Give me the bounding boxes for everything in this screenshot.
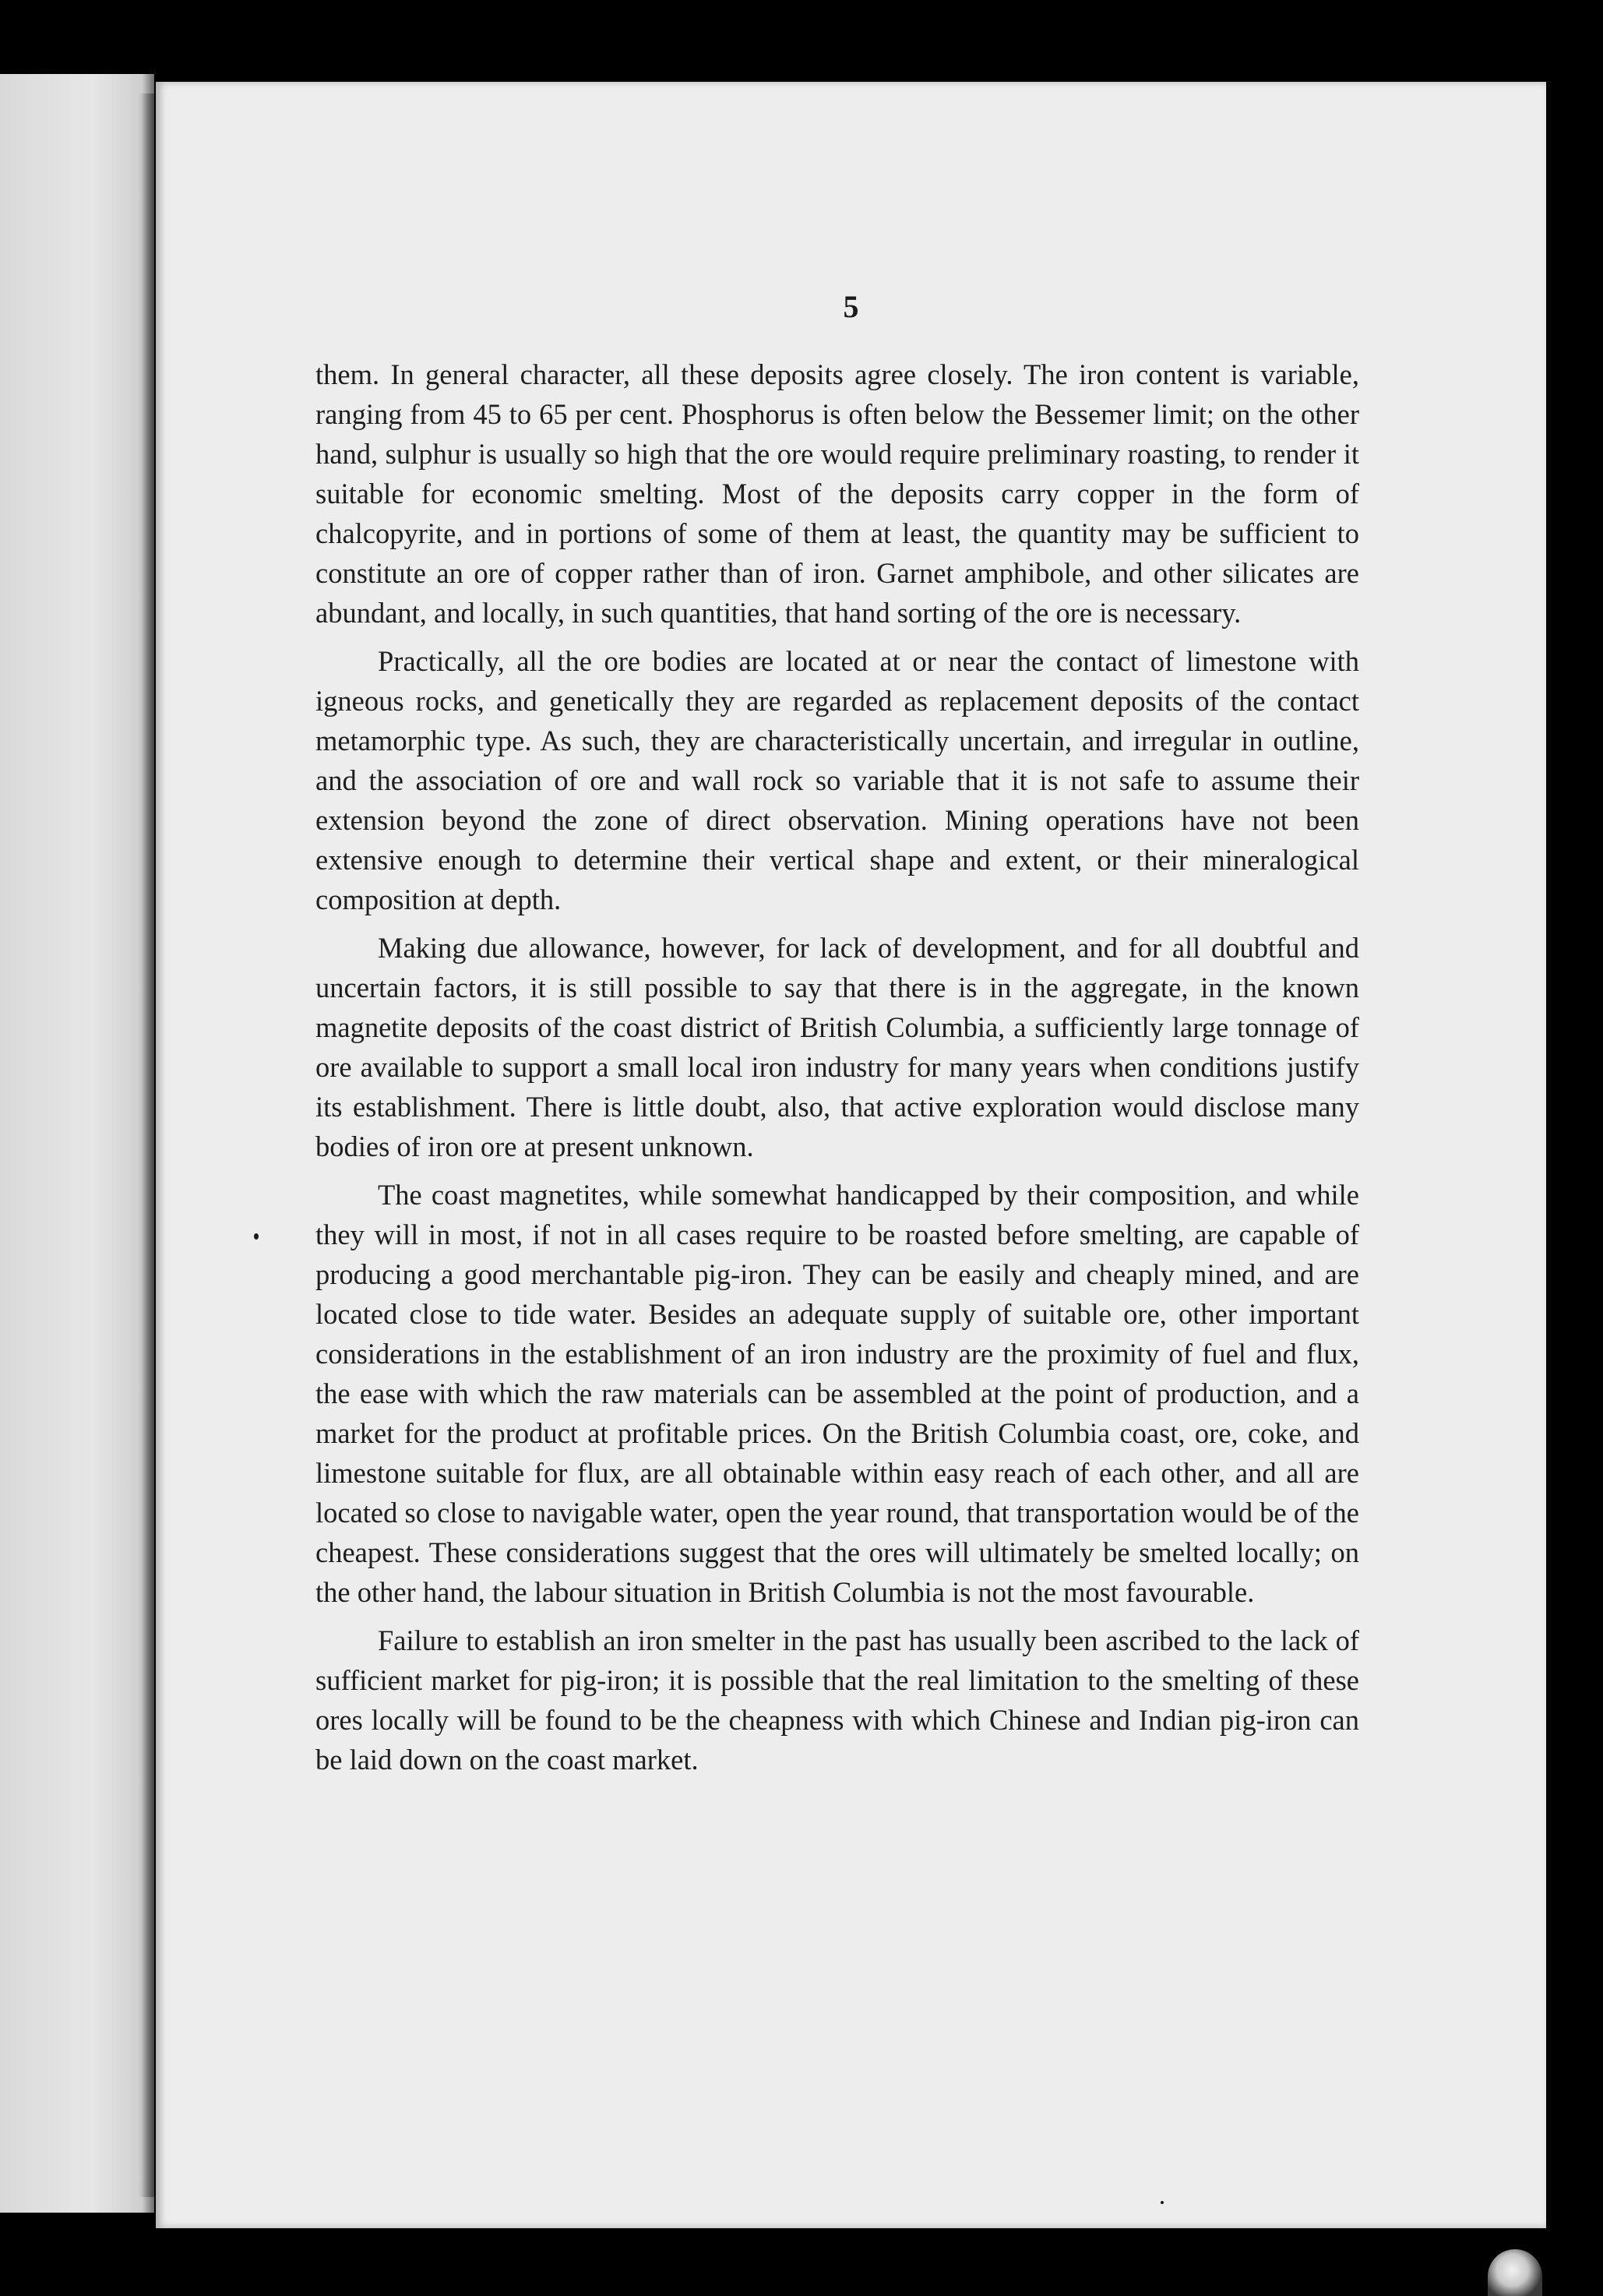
- paragraph-3: Making due allowance, however, for lack of development, and for all doubtful and uncertain factors, it is still possible to say that there is in the aggregate, in the known magnetite deposits of the coast district of British Columbia, a sufficiently large tonnage of ore available to support a small local iron industry for many years when conditions justify its establishment. There is little doubt, also, that active exploration would disclose many bodies of iron ore at present unknown.: [315, 932, 1359, 1162]
- paragraph-5: Failure to establish an iron smelter in the past has usually been ascribed to the lack of sufficient market for pig-iron; it is possible that the real limitation to the smelting of these ores locally will be found to be the cheapness with which Chinese and Indian pig-iron can be laid down on the coast market.: [315, 1624, 1359, 1776]
- left-facing-page-edge: [0, 74, 154, 2213]
- page-number: 5: [843, 289, 859, 324]
- scan-speck: [254, 1233, 259, 1240]
- paragraph-4: The coast magnetites, while somewhat handicapped by their composition, and while they will in most, if not in all cases require to be roasted before smelting, are capable of producing a good merchantable pig-iron. They can be easily and cheaply mined, and are located close to tide water. Besides an adequate supply of suitable ore, other important considerations in the establishment of an iron industry are the proximity of fuel and flux, the ease with which the raw materials can be assembled at the point of production, and a market for the product at profitable prices. On the British Columbia coast, ore, coke, and limestone suitable for flux, are all obtainable within easy reach of each other, and all are located so close to navigable water, open the year round, that transportation would be of the cheapest. These considerations suggest that the ores will ultimately be smelted locally; on the other hand, the labour situation in British Columbia is not the most favourable.: [315, 1179, 1359, 1608]
- paragraph-2: Practically, all the ore bodies are located at or near the contact of limestone with igneous rocks, and genetically they are regarded as replacement deposits of the contact metamorphic type. As such, they are characteristically uncertain, and irregular in outline, and the association of ore and wall rock so variable that it is not safe to assume their extension beyond the zone of direct observation. Mining operations have not been extensive enough to determine their vertical shape and extent, or their mineralogical composition at depth.: [315, 645, 1359, 915]
- corner-mark: [1488, 2249, 1542, 2296]
- scanned-page: [156, 82, 1546, 2228]
- scan-speck: [1161, 2201, 1164, 2204]
- paragraph-1: them. In general character, all these deposits agree closely. The iron content is variable, ranging from 45 to 65 per cent. Phosphorus is often below the Bessemer limit; on the other hand, sulphur is usually so high that the ore would require preliminary roasting, to render it suitable for economic smelting. Most of the deposits carry copper in the form of chalcopyrite, and in portions of some of them at least, the quantity may be sufficient to constitute an ore of copper rather than of iron. Garnet amphibole, and other silicates are abundant, and locally, in such quantities, that hand sorting of the ore is necessary.: [315, 358, 1359, 629]
- body-text: [315, 354, 1359, 1788]
